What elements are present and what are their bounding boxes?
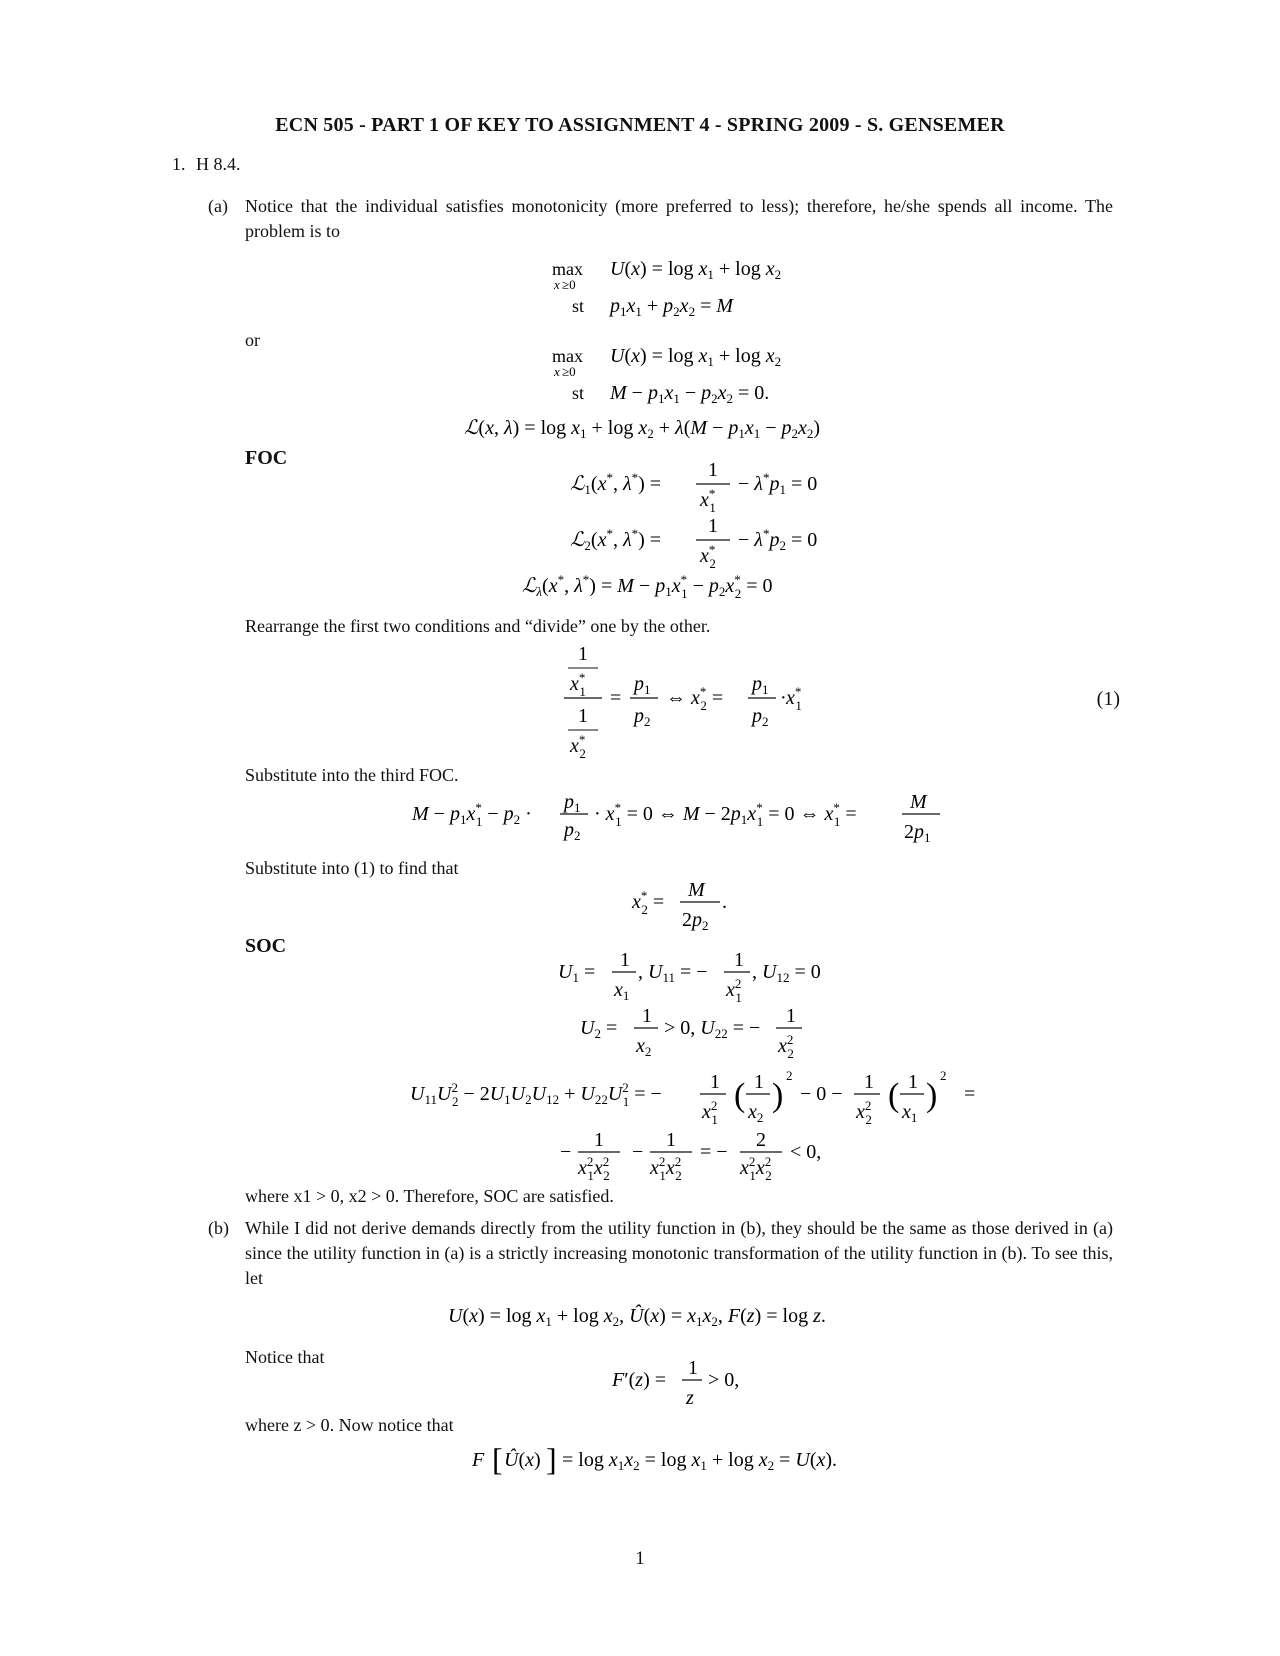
svg-text:): ) [926,1077,938,1114]
soc-heading: SOC [245,935,287,957]
svg-text:⇔ x*2 =: ⇔ x* 2 = [666,684,724,713]
svg-text:ℒλ(x*, λ*) = M − p1x*1 − p2x*2: ℒ$_\lambda$(x*, $\lambda^*) = M - p_1x^*$ $1 - p_2x^*$ 2 = 0 [522,572,773,601]
svg-text:st: st [572,296,585,316]
svg-text:ℒ1(x*, λ*) =: ℒ$_1$(x*, λ*) = [570,470,662,497]
svg-text:x2: $x_2$ [636,1035,652,1059]
soc-bordered-hessian [408,1066,988,1186]
svg-text:1: 1 [710,1071,720,1093]
foc-heading: FOC [245,447,288,469]
svg-text:1: 1 [864,1071,874,1093]
svg-text:− 0 −: − 0 − [800,1083,843,1105]
svg-text:1: 1 [642,1005,652,1027]
svg-text:> 0, U22 = −: > 0, $U_{22}$ = − [664,1017,761,1041]
transformation-definitions [446,1298,926,1332]
svg-text:1: 1 [594,1129,604,1151]
svg-text:x*1: x* 1 [570,670,586,699]
svg-text:x21: $x^2$ 1 [726,976,742,1005]
svg-text:> 0,: > 0, [708,1369,740,1391]
svg-text:max: max [552,259,583,279]
svg-text:x*2 =: x* 2 = [632,888,665,917]
problem-label: H 8.4. [196,154,241,174]
svg-text:x21: $x^2$ 1 [702,1098,718,1127]
svg-text:M: M [688,879,705,901]
svg-text:x1: $x_1$ [614,979,630,1003]
foc-equations [520,460,860,610]
svg-text:x21x22: $x^2$ $1x^2$ 2 [578,1154,610,1183]
svg-text:− λ*p2 = 0: − $\lambda^*p_2 = 0$ [738,526,818,553]
demand-x1-equation [410,790,950,850]
substitute-one-text: Substitute into (1) to find that [245,858,459,878]
svg-text:p1: $p_1$ [564,791,581,815]
svg-text:x: x [554,364,560,379]
svg-text:p2: $p_2$ [752,705,769,729]
svg-text:M − p1x*1 − p2 ·: $M - p_1x^*$ $1 - p_2$ · [412,800,532,829]
svg-text:U(x) = log x1 + log x2: $U(x) = \log x_1 + \log x_2$ [610,258,782,282]
svg-text:1: 1 [786,1005,796,1027]
equation-1 [560,640,800,760]
soc-first-derivatives [556,948,856,1068]
svg-text:1: 1 [708,515,718,537]
svg-text:U2 =: $U_2$ = [580,1017,618,1041]
svg-text:x*2: x* 2 [570,732,586,760]
svg-text:x21x22: $x^2$ $1x^2$ 2 [650,1154,682,1183]
svg-text:− λ*p1 = 0: − $\lambda^*p_1 = 0$ [738,470,818,497]
svg-text:Û(x): Û(x) [504,1449,541,1471]
optimization-problem-1 [540,255,860,325]
svg-text:p2: $p_2$ [564,819,581,843]
svg-text:= log x1x2 = log x1 + log x2 =: = $\log x_1x_2 = \log x_1 + \log x_2 = U(x)$. [562,1449,838,1473]
svg-text:M − p1x1 − p2x2 = 0.: $M - p_1x_1 - p_2x_2 = 0$. [610,382,770,406]
svg-text:x*2: x* 2 [700,542,716,571]
svg-text:x2: $x_2$ [748,1101,764,1125]
part-b-intro: While I did not derive demands directly from the utility function in (b), they should be the same as those derived in (a) since the utility function in (a) is a strictly increasing monotonic transformation of the utility function in (b). To see this, let [245,1218,1113,1288]
svg-text:=: = [964,1083,976,1105]
svg-text:U(x) = log x1 + log x2, Û(x) =: $U(x) = \log x_1 + \log x_2$, Û(x) = $x_1x_2$, F(z) = log z. [448,1305,826,1329]
svg-text:[: [ [492,1441,503,1477]
svg-text:x: x [554,277,560,292]
svg-text:2p2: $2p_2$ [682,909,709,933]
svg-text:1: 1 [620,949,630,971]
svg-text:x*1: x* 1 [786,684,802,713]
svg-text:p2: $p_2$ [634,705,651,729]
svg-text:1: 1 [666,1129,676,1151]
part-a-marker: (a) [208,196,228,216]
equation-1-tail [786,684,826,724]
svg-text:st: st [572,383,585,403]
svg-text:F′(z) =: F′(z) = [612,1369,667,1391]
svg-text:−: − [560,1141,572,1163]
derivative-equation [610,1356,760,1416]
svg-text:x*1: x* 1 [700,486,716,515]
svg-text:p1: $p_1$ [752,673,769,697]
svg-text:≥0: ≥0 [562,277,576,292]
svg-text:z: z [686,1387,694,1409]
svg-text:(: ( [734,1077,746,1114]
svg-text:ℒ2(x*, λ*) =: ℒ$_2$(x*, λ*) = [570,526,662,553]
svg-text:· x*1 = 0 ⇔ M − 2p1x*1 = 0 ⇔ x: · x* 1 = 0 ⇔ $M - 2p_1x^*$ 1 = 0 ⇔ x* 1 = [594,800,857,829]
svg-text:=: = [610,687,622,709]
svg-text:2: 2 [786,1068,793,1083]
demand-x2-equation [630,878,740,938]
page-title: ECN 505 - PART 1 OF KEY TO ASSIGNMENT 4 - SPRING 2009 - S. GENSEMER [275,114,1005,136]
svg-text:1: 1 [734,949,744,971]
equation-number: (1) [1096,688,1120,710]
svg-text:M: M [910,791,927,813]
svg-text:): ) [772,1077,784,1114]
svg-text:1: 1 [754,1071,764,1093]
svg-text:]: ] [546,1441,557,1477]
svg-text:1: 1 [688,1357,698,1379]
svg-text:, U11 = −: , $U_{11}$ = − [638,961,708,985]
svg-text:p1: $p_1$ [634,673,651,697]
svg-text:(: ( [888,1077,900,1114]
svg-text:ℒ(x, λ) = log x1 + log x2 + λ(: ℒ(x, $\lambda) = \log x_1 + \log x_2 + \lambda(M - p_1x_1 - p_2x_2)$ [464,415,821,441]
part-a-intro: Notice that the individual satisfies monotonicity (more preferred to less); therefore, he/she spends all income. The problem is to [245,196,1113,241]
svg-text:1: 1 [708,460,718,481]
problem-number: 1. [172,154,186,174]
svg-text:F: F [472,1449,485,1471]
svg-text:U11U22 − 2U1U2U12 + U22U21 = −: $U_{11}U^2$ $2 - 2U_1U_2U_{12} + U_{22}U^2$ 1 = − [410,1080,662,1109]
svg-text:max: max [552,346,583,366]
rearrange-text: Rearrange the first two conditions and “divide” one by the other. [245,616,711,636]
composition-equation [470,1436,890,1482]
notice-text: Notice that [245,1347,325,1367]
svg-text:−: − [632,1141,644,1163]
svg-text:< 0,: < 0, [790,1141,822,1163]
svg-text:2p1: $2p_1$ [904,821,931,845]
svg-text:·: · [780,687,787,709]
substitute-third-text: Substitute into the third FOC. [245,765,459,785]
svg-text:x22: $x^2$ 2 [778,1032,794,1061]
svg-text:1: 1 [578,643,588,665]
page-number: 1 [635,1548,645,1569]
svg-text:x1: $x_1$ [902,1101,918,1125]
part-b-marker: (b) [208,1218,229,1238]
svg-text:1: 1 [908,1071,918,1093]
svg-text:1: 1 [578,705,588,727]
svg-text:x21x22: $x^2$ $1x^2$ 2 [740,1154,772,1183]
svg-text:x22: $x^2$ 2 [856,1098,872,1127]
lagrangian-equation [460,410,920,444]
svg-text:= −: = − [700,1141,728,1163]
soc-conclusion: where x1 > 0, x2 > 0. Therefore, SOC are satisfied. [245,1186,614,1206]
svg-text:U1 =: $U_1$ = [558,961,596,985]
where-z-text: where z > 0. Now notice that [245,1415,454,1435]
svg-text:2: 2 [756,1129,766,1151]
svg-text:, U12 = 0: , $U_{12} = 0$ [752,961,821,985]
svg-text:2: 2 [940,1068,947,1083]
optimization-problem-2 [540,342,870,412]
svg-text:p1x1 + p2x2 = M: $p_1x_1 + p_2x_2 = M$ [610,295,734,319]
svg-text:U(x) = log x1 + log x2: $U(x) = \log x_1 + \log x_2$ [610,345,782,369]
svg-text:.: . [722,891,727,913]
or-text: or [245,330,260,350]
svg-text:≥0: ≥0 [562,364,576,379]
